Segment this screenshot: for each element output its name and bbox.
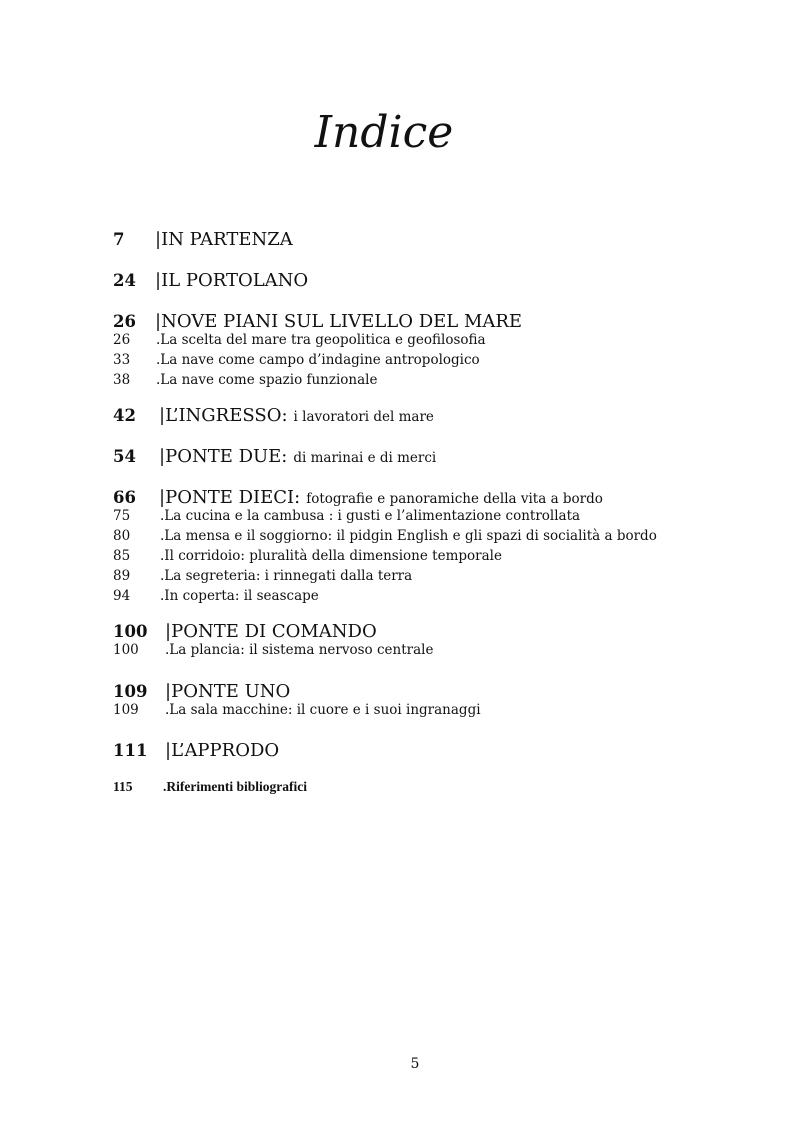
toc-section (0, 308, 794, 390)
toc-page-number: 75 (113, 508, 131, 524)
toc-heading: IN PARTENZA (161, 229, 293, 250)
toc-page-number: 100 (113, 642, 139, 658)
toc-subentry[interactable] (0, 566, 794, 586)
toc-section (0, 267, 794, 295)
toc-subentry[interactable] (0, 700, 794, 720)
toc-page-number: 26 (113, 332, 131, 348)
toc-subentry[interactable] (0, 330, 794, 350)
toc-subentry[interactable] (0, 640, 794, 660)
toc-page-number: 94 (113, 588, 131, 604)
toc-page-number: 85 (113, 548, 131, 564)
toc-subtitle: i lavoratori del mare (293, 409, 434, 425)
toc-heading: PONTE DUE: (165, 446, 288, 467)
toc-page-number: 115 (113, 779, 133, 794)
toc-subentry-text: .In coperta: il seascape (160, 588, 319, 604)
toc-page-number: 109 (113, 702, 139, 718)
toc-subentry[interactable] (0, 586, 794, 606)
toc-subentry[interactable] (0, 546, 794, 566)
toc-heading: PONTE UNO (171, 681, 291, 702)
toc-page-number: 109 (113, 682, 148, 701)
toc-subentry-text: .La nave come campo d’indagine antropologico (156, 352, 480, 368)
toc-subentry-text: .La cucina e la cambusa : i gusti e l’alimentazione controllata (160, 508, 581, 524)
toc-page-number: 66 (113, 488, 136, 507)
page-number: 5 (410, 1056, 420, 1072)
toc-page-number: 42 (113, 406, 136, 425)
toc-entry[interactable]: 26 |NOVE PIANI SUL LIVELLO DEL MARE (0, 308, 794, 330)
toc-entry[interactable]: 42 |L’INGRESSO: i lavoratori del mare (0, 402, 794, 430)
toc-subentry-text: .Il corridoio: pluralità della dimensione temporale (160, 548, 502, 564)
toc-entry[interactable]: 109 |PONTE UNO (0, 678, 794, 700)
toc-subtitle: fotografie e panoramiche della vita a bordo (306, 491, 603, 507)
toc-entry[interactable]: 7 |IN PARTENZA (0, 226, 794, 254)
toc-references-text: .Riferimenti bibliografici (163, 779, 307, 794)
toc-page-number: 7 (113, 230, 125, 249)
toc-heading: L’INGRESSO: (165, 405, 288, 426)
toc-subtitle: di marinai e di merci (293, 450, 437, 466)
toc-entry[interactable]: 111 |L’APPRODO (0, 737, 794, 765)
toc-entry-references[interactable] (0, 777, 794, 797)
toc-page-number: 89 (113, 568, 131, 584)
toc-section (0, 226, 794, 254)
toc-subentry[interactable] (0, 350, 794, 370)
toc-page-number: 24 (113, 271, 136, 290)
toc-entry[interactable]: 100 |PONTE DI COMANDO (0, 618, 794, 640)
toc-subentry-text: .La sala macchine: il cuore e i suoi ingranaggi (165, 702, 481, 718)
toc-subentry-text: .La scelta del mare tra geopolitica e geofilosofia (156, 332, 486, 348)
toc-page-number: 54 (113, 447, 136, 466)
table-of-contents (0, 226, 794, 797)
toc-subentry-text: .La plancia: il sistema nervoso centrale (165, 642, 434, 658)
toc-heading: PONTE DIECI: (165, 487, 301, 508)
toc-section (0, 777, 794, 797)
toc-entry[interactable]: 66 |PONTE DIECI: fotografie e panoramiche della vita a bordo (0, 484, 794, 506)
toc-heading: L’APPRODO (171, 740, 280, 761)
toc-section (0, 737, 794, 765)
toc-section (0, 618, 794, 660)
toc-entry[interactable]: 24 |IL PORTOLANO (0, 267, 794, 295)
toc-page-number: 80 (113, 528, 131, 544)
toc-subentry-text: .La mensa e il soggiorno: il pidgin English e gli spazi di socialità a bordo (160, 528, 657, 544)
toc-subentry-text: .La nave come spazio funzionale (156, 372, 378, 388)
page-title: Indice (314, 107, 454, 159)
toc-heading: NOVE PIANI SUL LIVELLO DEL MARE (161, 311, 523, 332)
toc-page-number: 100 (113, 622, 148, 641)
toc-subentry[interactable] (0, 506, 794, 526)
toc-section (0, 484, 794, 606)
toc-subentry[interactable] (0, 526, 794, 546)
toc-section (0, 402, 794, 430)
toc-page-number: 33 (113, 352, 131, 368)
toc-page-number: 26 (113, 312, 136, 331)
toc-heading: IL PORTOLANO (161, 270, 309, 291)
toc-page-number: 111 (113, 741, 148, 760)
toc-subentry-text: .La segreteria: i rinnegati dalla terra (160, 568, 413, 584)
toc-subentry[interactable] (0, 370, 794, 390)
toc-section (0, 678, 794, 720)
toc-section (0, 443, 794, 471)
toc-entry[interactable]: 54 |PONTE DUE: di marinai e di merci (0, 443, 794, 471)
toc-heading: PONTE DI COMANDO (171, 621, 377, 642)
toc-page-number: 38 (113, 372, 131, 388)
